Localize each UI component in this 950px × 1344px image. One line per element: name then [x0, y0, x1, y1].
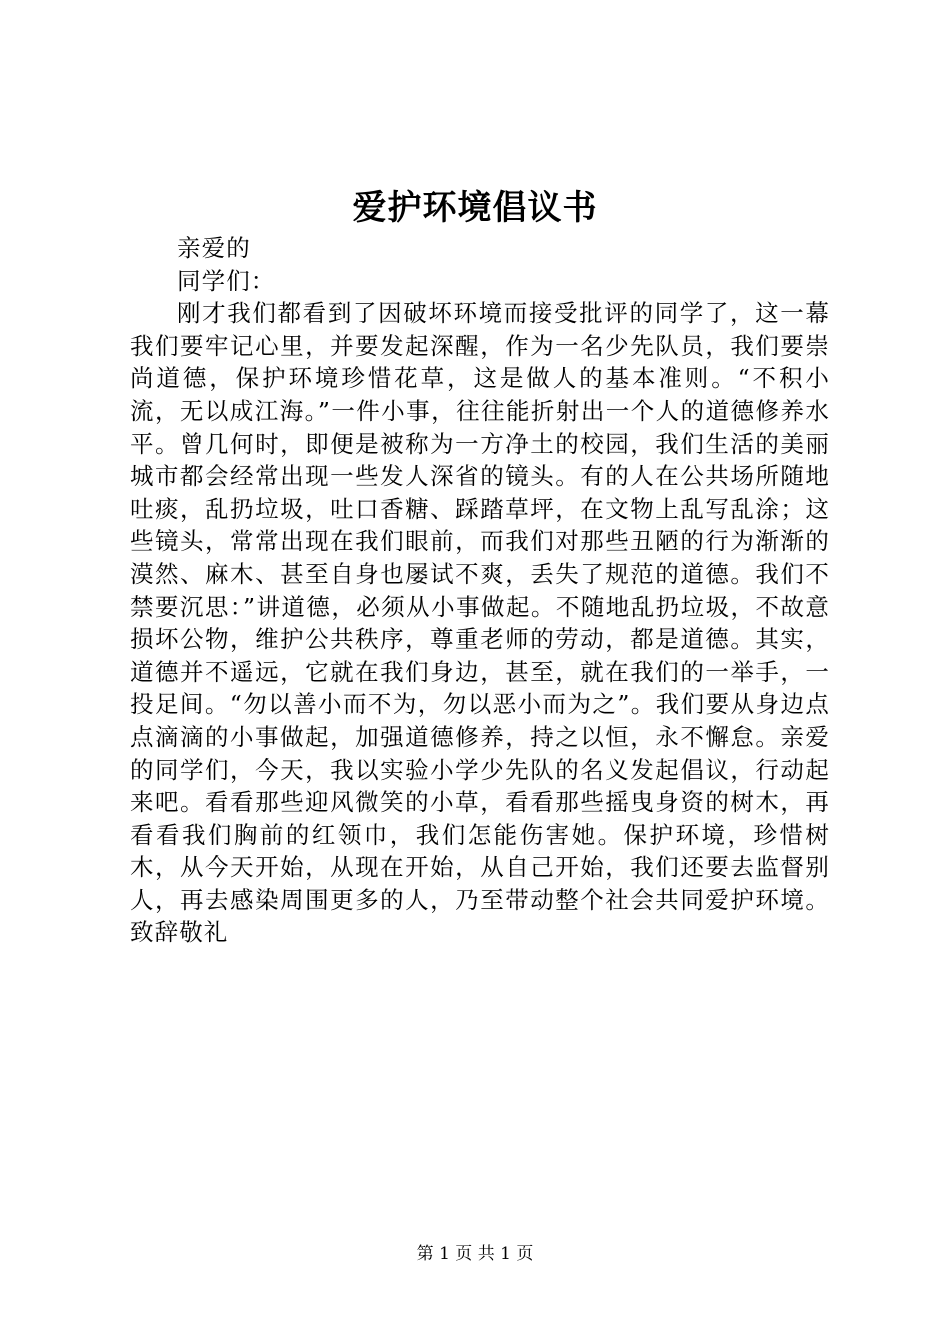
salutation-line-1: 亲爱的	[177, 234, 251, 262]
document-body	[130, 232, 830, 949]
document-title: 爱护环境倡议书	[352, 188, 598, 228]
page-footer: 第 1 页 共 1 页	[416, 1244, 534, 1264]
salutation-line-2: 同学们：	[177, 266, 276, 295]
body-paragraph: 刚才我们都看到了因破坏环境而接受批评的同学了，这一幕我们要牢记心里，并要发起深醒，作为一名少先队员，我们要崇尚道德，保护环境珍惜花草，这是做人的基本准则。“不积小流，无以成江海。”一件小事，往往能折射出一个人的道德修养水平。曾几何时，即便是被称为一方净土的校园，我们生活的美丽城市都会经常出现一些发人深省的镜头。有的人在公共场所随地吐痰，乱扔垃圾，吐口香糖、踩踏草坪，在文物上乱写乱涂；这些镜头，常常出现在我们眼前，而我们对那些丑陋的行为渐渐的漠然、麻木、甚至自身也屡试不爽，丢失了规范的道德。我们不禁要沉思：”讲道德，必须从小事做起。不随地乱扔垃圾，不故意损坏公物，维护公共秩序，尊重老师的劳动，都是道德。其实，道德并不遥远，它就在我们身边，甚至，就在我们的一举手，一投足间。“勿以善小而不为，勿以恶小而为之”。我们要从身边点点滴滴的小事做起，加强道德修养，持之以恒，永不懈怠。亲爱的同学们，今天，我以实验小学少先队的名义发起倡议，行动起来吧。看看那些迎风微笑的小草，看看那些摇曳身资的树木，再看看我们胸前的红领巾，我们怎能伤害她。保护环境，珍惜树木，从今天开始，从现在开始，从自己开始，我们还要去监督别人，再去感染周围更多的人，乃至带动整个社会共同爱护环境。致辞敬礼	[130, 299, 830, 947]
